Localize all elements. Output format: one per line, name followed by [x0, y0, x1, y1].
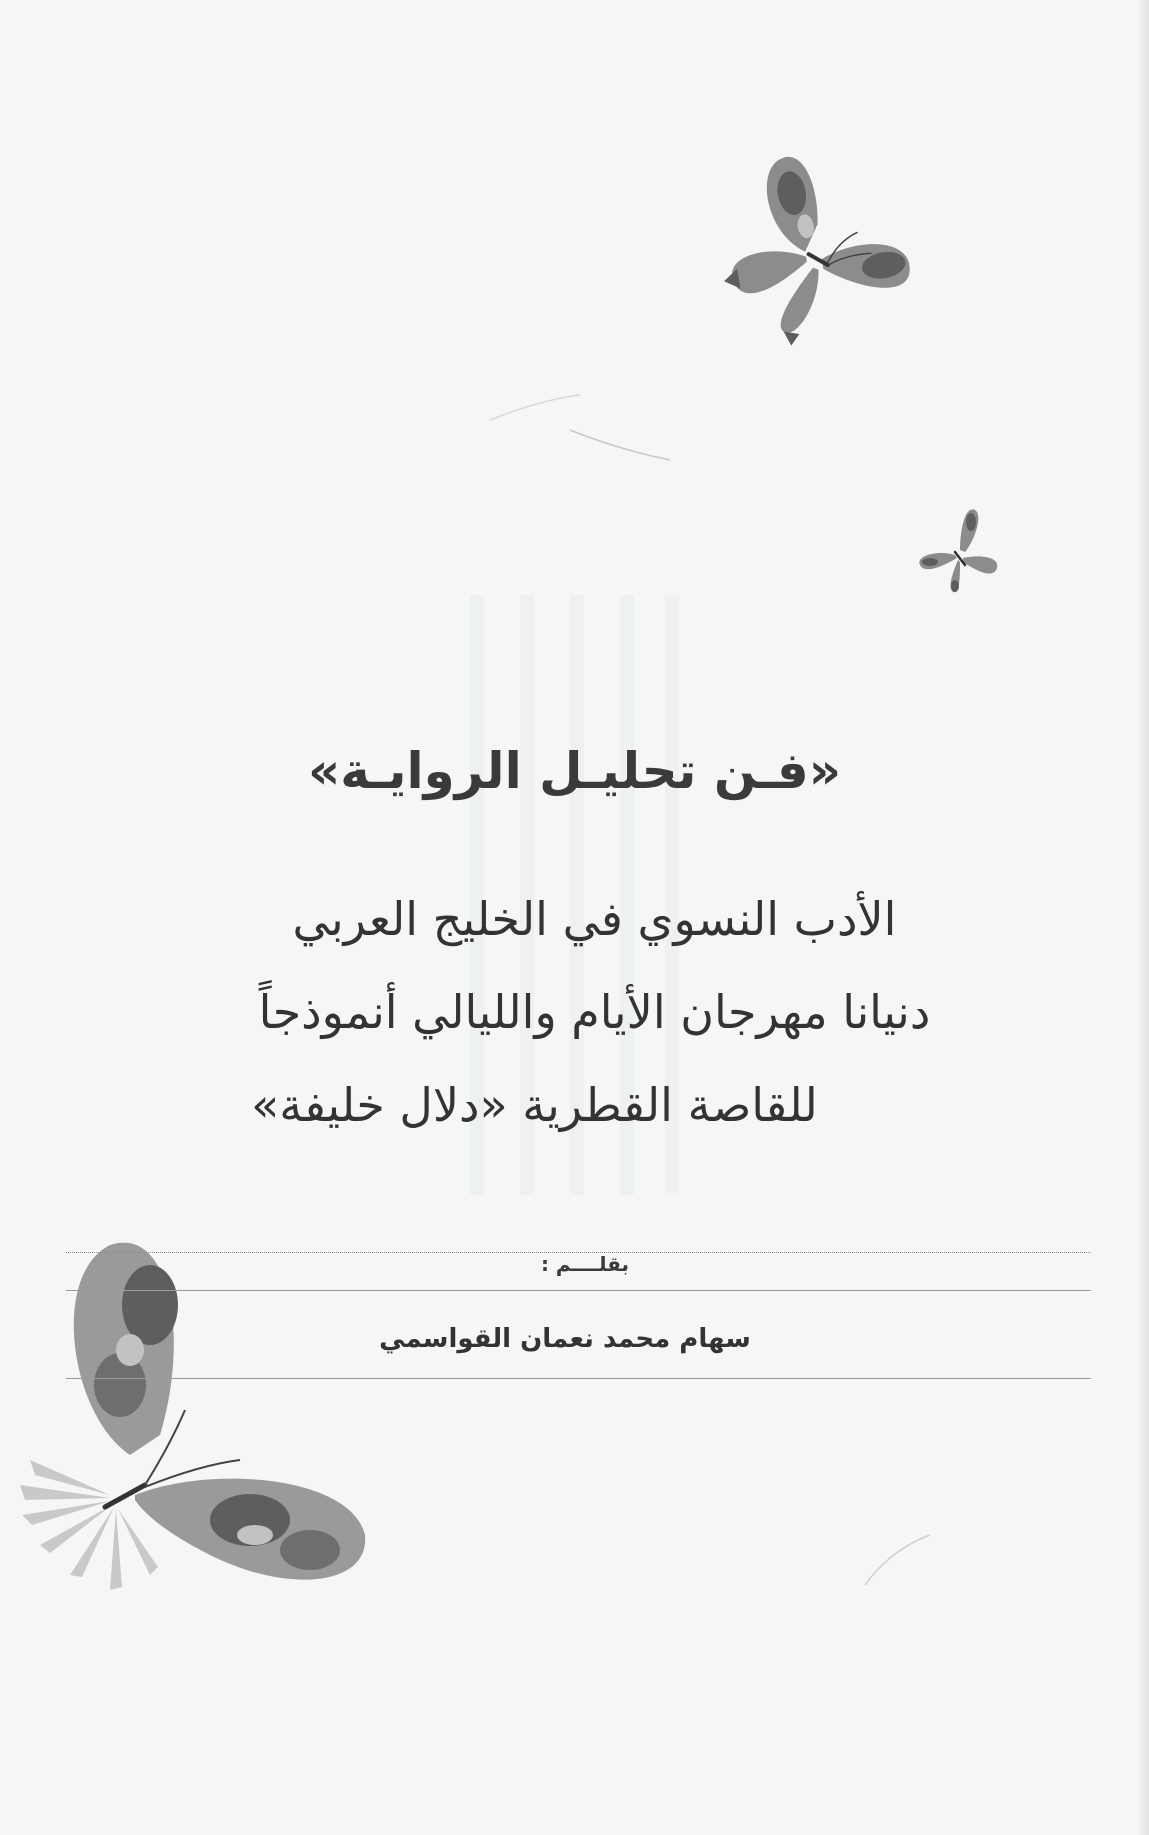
- subtitle-line-1: الأدب النسوي في الخليج العربي: [292, 892, 897, 946]
- divider-line: [66, 1290, 1091, 1291]
- paper-scratch-mark: [480, 390, 680, 470]
- subtitle-line-2: دنيانا مهرجان الأيام والليالي أنموذجاً: [258, 985, 931, 1039]
- by-label: بقلــــم :: [540, 1252, 630, 1276]
- divider-line-bottom: [66, 1378, 1091, 1379]
- author-name: سهام محمد نعمان القواسمي: [379, 1324, 751, 1354]
- butterfly-large-top-icon: [710, 145, 920, 355]
- book-title: «فـن تحليـل الروايـة»: [307, 742, 841, 800]
- subtitle-line-3: للقاصة القطرية «دلال خليفة»: [251, 1078, 818, 1132]
- paper-scratch-mark: [860, 1530, 940, 1590]
- butterfly-small-icon: [905, 500, 1005, 600]
